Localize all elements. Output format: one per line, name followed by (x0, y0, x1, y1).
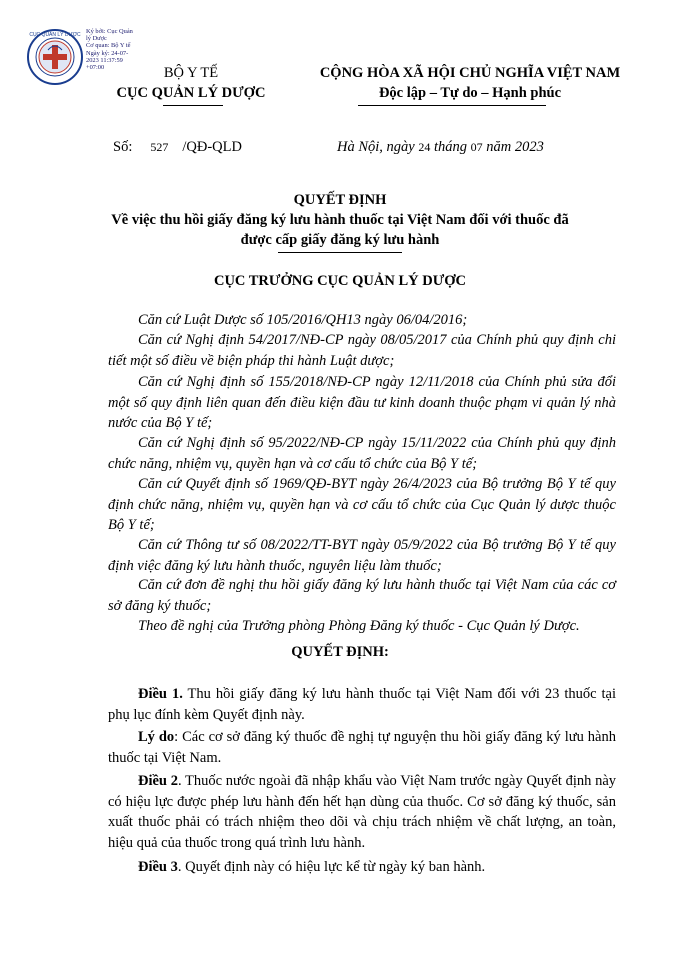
legal-ground: Căn cứ Nghị định 54/2017/NĐ-CP ngày 08/05/2017 của Chính phủ quy định chi tiết một số điều về biện pháp thi hành Luật dược; (108, 332, 616, 369)
date-month-label: tháng (433, 139, 468, 155)
legal-ground: Căn cứ Thông tư số 08/2022/TT-BYT ngày 05/9/2022 của Bộ trưởng Bộ Y tế quy định việc đăng ký lưu hành thuốc, nguyên liệu làm thuốc; (108, 537, 616, 574)
department-underline (163, 105, 223, 106)
director-title: CỤC TRƯỞNG CỤC QUẢN LÝ DƯỢC (213, 273, 466, 289)
article-1 (108, 684, 616, 725)
signature-line: Cơ quan: Bộ Y tế (86, 42, 131, 50)
svg-text:CỤC QUẢN LÝ DƯỢC: CỤC QUẢN LÝ DƯỢC (29, 32, 81, 38)
ministry-name: BỘ Y TẾ (163, 65, 219, 81)
motto-underline (358, 105, 546, 106)
title-underline (278, 252, 402, 253)
article-label: Lý do (138, 729, 175, 745)
number-suffix: /QĐ-QLD (182, 139, 242, 155)
department-name: CỤC QUẢN LÝ DƯỢC (116, 85, 266, 101)
article-reason (108, 727, 616, 768)
article-label: Điều 1. (138, 686, 183, 702)
legal-ground: Căn cứ Quyết định số 1969/QĐ-BYT ngày 26/4/2023 của Bộ trưởng Bộ Y tế quy định chức năng, nhiệm vụ, quyền hạn và cơ cấu tổ chức của Cục Quản lý dược thuộc Bộ Y tế; (108, 476, 616, 533)
article-text: : Các cơ sở đăng ký thuốc đề nghị tự nguyện thu hồi giấy đăng ký lưu hành thuốc tại Việt Nam. (108, 729, 616, 766)
document-number (113, 139, 242, 156)
national-motto: Độc lập – Tự do – Hạnh phúc (378, 85, 562, 101)
number-prefix: Số: (113, 139, 133, 155)
title-subject-line2: được cấp giấy đăng ký lưu hành (240, 232, 440, 248)
legal-ground: Căn cứ Nghị định số 155/2018/NĐ-CP ngày 12/11/2018 của Chính phủ sửa đổi một số quy định liên quan đến điều kiện đầu tư kinh doanh thuộc phạm vi quản lý nhà nước của Bộ Y tế; (108, 374, 616, 431)
decision-heading: QUYẾT ĐỊNH: (291, 644, 389, 660)
article-label: Điều 2 (138, 773, 178, 789)
legal-ground: Căn cứ Luật Dược số 105/2016/QH13 ngày 06/04/2016; (138, 312, 468, 328)
nation-name: CỘNG HÒA XÃ HỘI CHỦ NGHĨA VIỆT NAM (319, 65, 621, 81)
article-3 (108, 857, 616, 878)
legal-ground: Căn cứ Nghị định số 95/2022/NĐ-CP ngày 15/11/2022 của Chính phủ quy định chức năng, nhiệm vụ, quyền hạn và cơ cấu tổ chức của Bộ Y tế; (108, 435, 616, 472)
document-title (80, 190, 600, 250)
date-day: 24 (418, 140, 431, 154)
signature-line: Ngày ký: 24-07- (86, 49, 129, 57)
issuing-organization (96, 63, 286, 103)
issue-date (337, 139, 544, 156)
seal-stamp (26, 28, 84, 86)
title-subject-line1: Về việc thu hồi giấy đăng ký lưu hành thuốc tại Việt Nam đối với thuốc đã (111, 212, 569, 228)
article-label: Điều 3 (138, 859, 178, 875)
article-2 (108, 771, 616, 853)
national-header (280, 63, 660, 103)
date-year: năm 2023 (486, 139, 544, 155)
article-text: . Thuốc nước ngoài đã nhập khẩu vào Việt Nam trước ngày Quyết định này có hiệu lực được phép lưu hành đến hết hạn dùng của thuốc. Cơ sở đăng ký thuốc, sản xuất thuốc phải có trách nhiệm theo dõi và chịu trách nhiệm về chất lượng, an toàn, hiệu quả của thuốc trong quá trình lưu hành. (108, 773, 617, 851)
legal-ground: Căn cứ đơn đề nghị thu hồi giấy đăng ký lưu hành thuốc tại Việt Nam của các cơ sở đăng ký thuốc; (108, 577, 616, 614)
signature-line: lý Dược (86, 35, 107, 43)
date-prefix: Hà Nội, ngày (337, 139, 415, 155)
date-month: 07 (470, 140, 483, 154)
article-text: . Quyết định này có hiệu lực kể từ ngày ký ban hành. (177, 859, 486, 875)
signature-line: Ký bởi: Cục Quản (86, 28, 133, 35)
legal-ground: Theo đề nghị của Trưởng phòng Phòng Đăng ký thuốc - Cục Quản lý Dược. (138, 618, 580, 634)
article-text: Thu hồi giấy đăng ký lưu hành thuốc tại Việt Nam đối với 23 thuốc tại phụ lục đính kèm Quyết định này. (108, 686, 616, 723)
title-heading: QUYẾT ĐỊNH (293, 192, 387, 208)
number-value: 527 (150, 140, 169, 154)
signature-line: 2023 11:37:59 (86, 56, 123, 64)
signature-line: +07:00 (86, 64, 105, 72)
